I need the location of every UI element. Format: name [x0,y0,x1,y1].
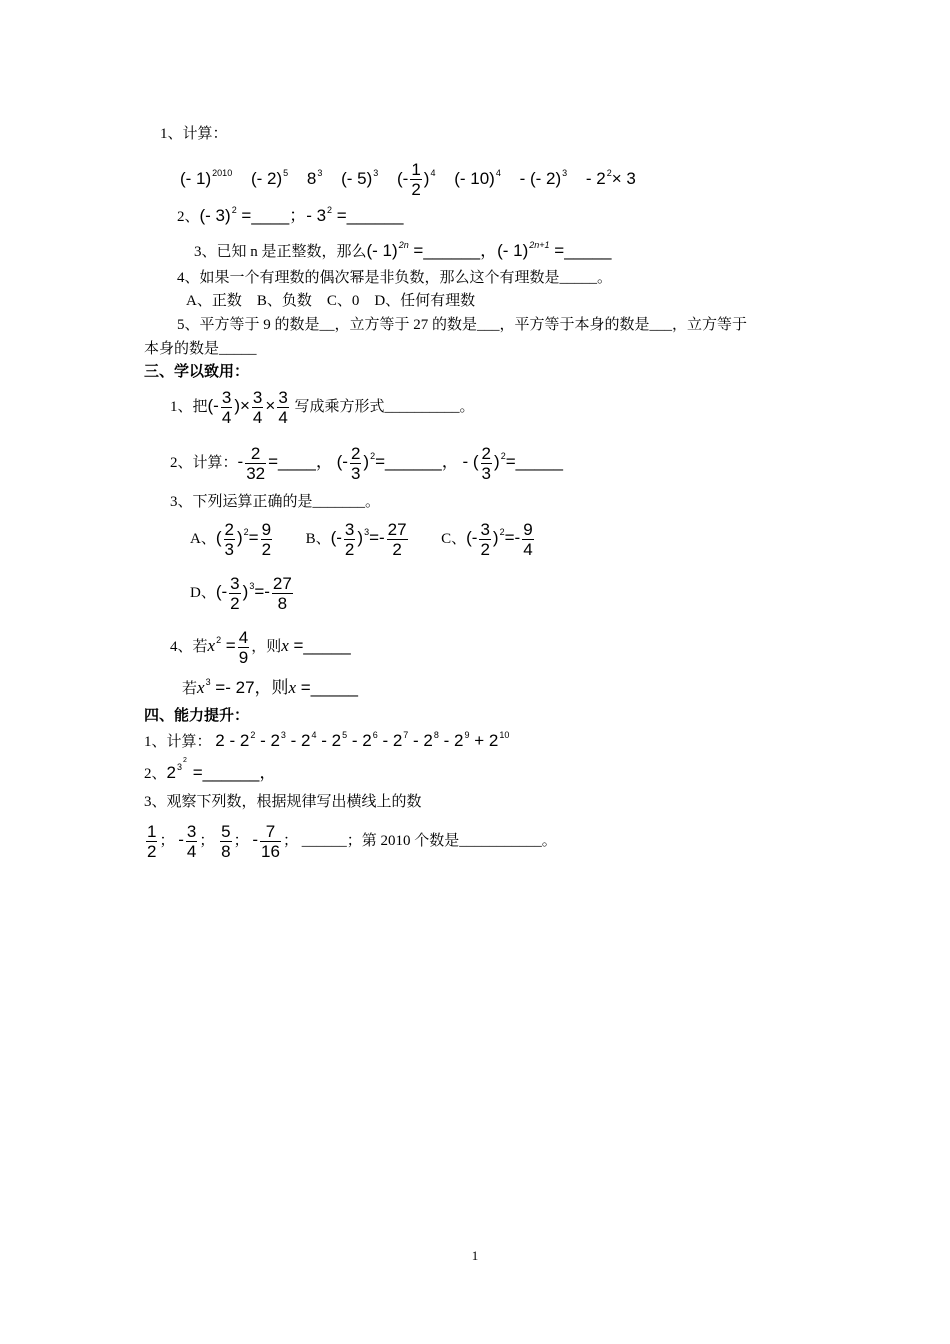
s3-q4-b: 若$x^3 =- 27$，则x =_____ [182,677,359,697]
s3-q3-options-abc: A、( $\frac{2}{3}$ )$^2$= $\frac{9}{2}$ B、(- $\frac{3}{2}$ )$^3$=- $\frac{27}{2}$ C、(- $\frac{3}{2}$ )$^2$=- $\frac{9}{4}$ [190,520,533,560]
q5-text-2: 本身的数是_____ [144,341,257,357]
page-number: 1 [471,1248,479,1263]
s3-q4-a: 4、若$x^2$ = $\frac{4}{9}$ ，则x =_____ [170,628,351,668]
s4-q3-text: 3、观察下列数，根据规律写出横线上的数 [144,794,422,810]
q3: 3、已知 n 是正整数，那么(- 1)$^{2n}$ =______，(- 1)$^{2n+1}$ =_____ [194,240,612,260]
fraction: $\frac{1}{2}$ [411,160,421,199]
s3-q2: 2、计算：- $\frac{2}{32}$ =____， (- $\frac{2}{3}$ )$^2$=______， - ( $\frac{2}{3}$ )$^2$=_____ [170,444,563,484]
s3-q3-text: 3、下列运算正确的是_______。 [170,494,381,510]
s4-q1: 1、计算： $2 - 2^2 - 2^3 - 2^4 - 2^5 - 2^6 - 2^7 - 2^8 - 2^9 + 2^{10}$ [144,730,510,750]
q5-text-1: 5、平方等于 9 的数是__，立方等于 27 的数是___，平方等于本身的数是___，立方等于 [177,317,748,333]
q4-options: A、正数 B、负数 C、0 D、任何有理数 [186,293,476,309]
q4-text: 4、如果一个有理数的偶次幂是非负数，那么这个有理数是_____。 [177,270,613,286]
q1-expressions: (- 1)$^{2010}$ (- 2)$^5$ $8^3$ (- 5)$^3$ (- $\frac{1}{2}$ )$^4$ (- 10)$^4$ - (- $2)^3 - 2^2\times 3$ [180,160,636,199]
q1-label: 1、计算： [160,126,228,142]
s3-q1: 1、把(- $\frac{3}{4}$ )× $\frac{3}{4}$ × $\frac{3}{4}$ 写成乘方形式__________。 [170,388,475,428]
s4-q2: 2、$2^3$ 2 =______， [144,757,277,782]
q2: 2、(- 3)$^2$ =____；- $3^2$ =______ [177,205,404,225]
section-4-title: 四、能力提升： [144,708,250,724]
s3-q3-option-d: D、(- $\frac{3}{2}$ )$^3$=- $\frac{27}{8}$ [190,574,292,614]
s4-q3-sequence: $\frac{1}{2}$ ； - $\frac{3}{4}$ ； $\frac{5}{8}$ ； - $\frac{7}{16}$ ； ______；第 2010 个数是___________。 [147,822,557,862]
section-3-title: 三、学以致用： [144,364,250,380]
